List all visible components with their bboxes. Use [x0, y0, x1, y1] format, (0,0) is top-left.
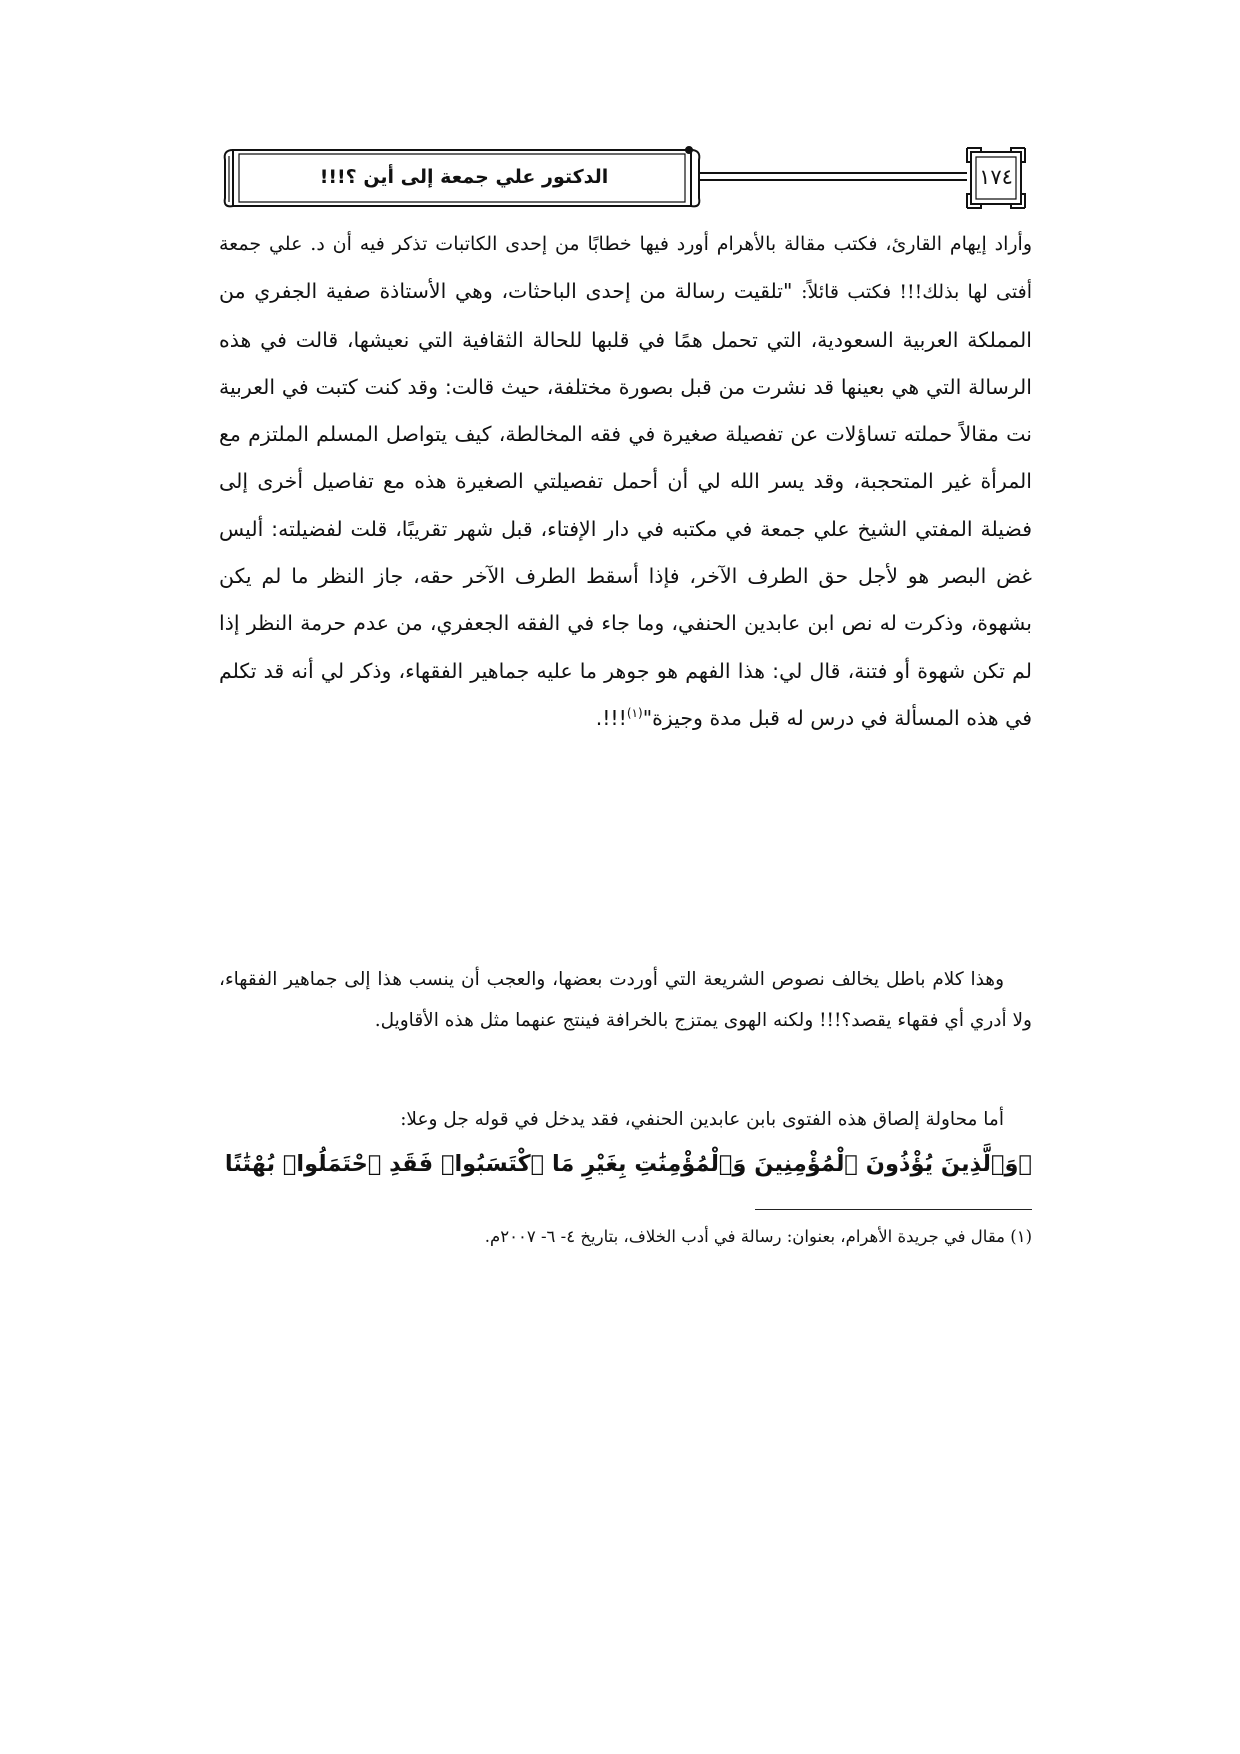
footnote-1: (١) مقال في جريدة الأهرام، بعنوان: رسالة في أدب الخلاف، بتاريخ ٤- ٦- ٢٠٠٧م.: [484, 1227, 1032, 1246]
quoted-letter-text: "تلقيت رسالة من إحدى الباحثات، وهي الأستاذة صفية الجفري من المملكة العربية السعودية، التي تحمل همًا في قلبها للحالة الثقافية التي نعيشها، قالت في هذه الرسالة التي هي بعينها قد نشرت من قبل بصورة مختلفة، حيث قالت: وقد كنت كتبت في العربية نت مقالاً حملته تساؤلات عن تفصيلة صغيرة في فقه المخالطة، كيف يتواصل المسلم الملتزم مع المرأة غير المتحجبة، وقد يسر الله لي أن أحمل تفصيلتي الصغيرة هذه مع تفاصيل أخرى إلى فضيلة المفتي الشيخ علي جمعة في مكتبه في دار الإفتاء، قبل شهر تقريبًا، قلت لفضيلته: أليس غض البصر هو لأجل حق الطرف الآخر، فإذا أسقط الطرف الآخر حقه، جاز النظر ما لم يكن بشهوة، وذكرت له نص ابن عابدين الحنفي، وما جاء في الفقه الجعفري، من عدم حرمة النظر إذا لم تكن شهوة أو فتنة، قال لي: هذا الفهم هو جوهر ما عليه جماهير الفقهاء، وذكر لي أنه قد تكلم في هذه المسألة في درس له قبل مدة وجيزة": [219, 279, 1032, 730]
quran-verse: ﴿وَٱلَّذِينَ يُؤْذُونَ ٱلْمُؤْمِنِينَ وَٱلْمُؤْمِنَٰتِ بِغَيْرِ مَا ٱكْتَسَبُوا۟ فَقَدِ ٱحْتَمَلُوا۟ بُهْتَٰنًا: [224, 1151, 1032, 1177]
quoted-letter-paragraph: [219, 220, 1032, 742]
quote-lead-text: وأراد إيهام القارئ، فكتب مقالة بالأهرام أورد فيها خطابًا من إحدى الكاتبات تذكر فيه أن د. علي جمعة أفتى لها بذلك!!! فكتب قائلاً:: [219, 233, 1032, 304]
running-title: الدكتور علي جمعة إلى أين ؟!!!: [319, 166, 609, 188]
page-header: [219, 146, 1032, 212]
page-number: ١٧٤: [979, 165, 1013, 189]
footnote-separator: [755, 1209, 1032, 1210]
ibn-abidin-paragraph: أما محاولة إلصاق هذه الفتوى بابن عابدين الحنفي، فقد يدخل في قوله جل وعلا:: [400, 1109, 1004, 1130]
quote-tail: !!!.: [595, 705, 627, 730]
commentary-paragraph: وهذا كلام باطل يخالف نصوص الشريعة التي أوردت بعضها، والعجب أن ينسب هذا إلى جماهير الفقهاء، ولا أدري أي فقهاء يقصد؟!!! ولكنه الهوى يمتزج بالخرافة فينتج عنهما مثل هذه الأقاويل.: [219, 969, 1032, 1031]
footnote-ref-1: (١): [626, 706, 643, 721]
